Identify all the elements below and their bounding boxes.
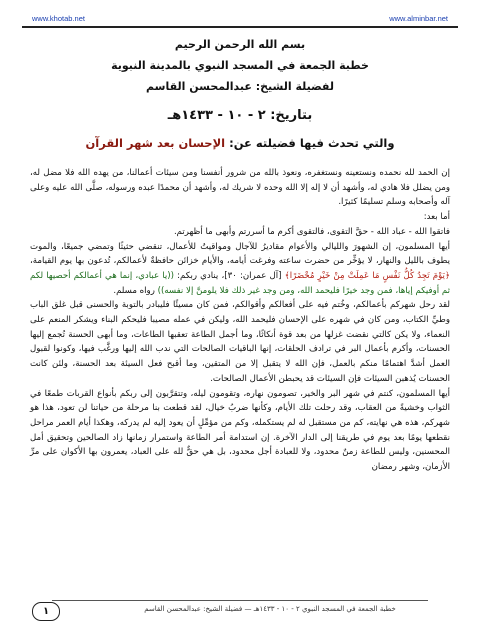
footer-text: خطبة الجمعة في المسجد النبوي ٢ - ١٠ - ١٤٣٣هـ — فضيلة الشيخ: عبدالمحسن القاسم [144,605,396,613]
text-segment: أيها المسلمون، إن الشهورَ والليالي والأعوام مقاديرُ للآجال ومواقيتُ للأعمال، تنقضي حثيثًا وتمضي جميعًا، والموت يطوف بالليل والنهار، لا يؤخِّر من حضرت ساعته وفرغت أيامه، والأيام خزائن حافظةٌ لأعمالكم، تُدعون بها يوم القيامة، [30,241,450,267]
header-rule [22,26,458,28]
sermon-subject [22,136,458,150]
sermon-date: بتاريخ: ٢ - ١٠ - ١٤٣٣هـ [167,108,313,123]
paragraph-taqwa: فاتقوا الله - عباد الله - حقَّ التقوى، فالتقوى أكرم ما أسررتم وأبهى ما أظهرتم. [173,226,450,237]
link-alminbar[interactable]: www.alminbar.net [389,14,448,23]
speaker-name: لفضيلة الشيخ: عبدالمحسن القاسم [146,80,334,93]
footer-rule [52,600,428,601]
hadith-quote: ((يا عبادي، إنما هي أعمالكم أحصيها لكم ثم أوفيكم إياها، فمن وجد خيرًا فليحمد الله، ومن وجد غير ذلك فلا يلومنَّ إلا نفسه)) [30,270,450,296]
page-number: ١ [32,602,60,621]
paragraph-opening: إن الحمد لله نحمده ونستعينه ونستغفره، ونعوذ بالله من شرور أنفسنا ومن سيئات أعمالنا، من يهده الله فلا مضل له، ومن يضلل فلا هادي له، وأشهد أن لا إله إلا الله وحده لا شريك له، وأشهد أن محمدًا عبده ورسوله، صلَّى الله عليه وعلى آله وأصحابه وسلم تسليمًا كثيرًا. [30,168,450,208]
page-frame [22,12,458,624]
sermon-title: خطبة الجمعة في المسجد النبوي بالمدينة النبوية [111,59,369,72]
page-footer [22,600,458,622]
subject-title: الإحسان بعد شهر القرآن [85,136,226,150]
verse-reference: [آل عمران: ٣٠]، ينادي ربكم: [173,270,285,281]
sermon-body [30,166,450,596]
link-khotab[interactable]: www.khotab.net [32,14,85,23]
paragraph-month-departed: لقد رحل شهركم بأعمالكم، وخُتم فيه على أفعالكم وأقوالكم، فمن كان مسيئًا فليبادر بالتوبة والحسنى قبل غلق الباب وطيِّ الكتاب، ومن كان في شهره على الإحسان فليحمد الله، وليكن في عمله مصيبا فليحكم البناء ويشكر المنعم على النعماء، ولا يكن كالتي نقضت غزلها من بعد قوة أنكاثًا، وما أجمل الطاعة تعقبها الطاعات، وما أبهى الحسنة تُجمع إليها الحسنات، وأكرم بأعمال البر في ترادف الحلقات، إنها الباقيات الصالحات التي ندب الله إليها ورغَّب فيها، وكونوا لقبول العمل أشدَّ اهتمامًا منكم بالعمل، فإن الله لا يتقبل إلا من المتقين، وما أقبح فعل السيئة بعد الحسنة، ولئن كانت الحسنات يُذهبن السيئات فإن السيئات قد يحبطن الأعمال الصالحات. [30,300,450,384]
paragraph-amma-bad: أما بعد: [423,212,450,223]
quran-verse: ﴿يَوْمَ تَجِدُ كُلُّ نَفْسٍ مَا عَمِلَتْ مِنْ خَيْرٍ مُحْضَرًا﴾ [284,270,450,281]
paragraph-months [30,240,450,299]
subject-prefix: والتي تحدث فيها فضيلته عن: [225,136,395,150]
header-links [22,12,458,26]
basmala: بسم الله الرحمن الرحيم [174,38,306,51]
hadith-source: رواه مسلم. [113,285,158,296]
paragraph-month-of-good: أيها المسلمون، كنتم في شهر البر والخير، تصومون نهاره، وتقومون ليله، وتتقرَّبون إلى ربكم بأنواع القربات طمعًا في الثواب وخشيةً من العقاب، وقد رحلت تلك الأيام، وكأنها ضربُ خيال، لقد قطعت بنا مرحلة من حياتنا لن تعود، هذا هو شهركم، هذه هي نهايته، كم من مستقبل له لم يستكمله، وكم من مؤمِّلٍ أن يعود إليه لم يدركه، وهكذا أيام العمر مراحل نقطعها يومًا بعد يوم في طريقنا إلى الدار الآخرة. إن استدامة أمر الطاعة واستمرار زمانها زاد الصالحين وتحقيق أمل المحسنين، وليس للطاعة زمنٌ محدود، ولا للعبادة أجل محدود، بل هي حقٌّ لله على العباد، يعمرون بها الأكوان على مرِّ الأزمان، وشهر رمضان [30,388,450,473]
